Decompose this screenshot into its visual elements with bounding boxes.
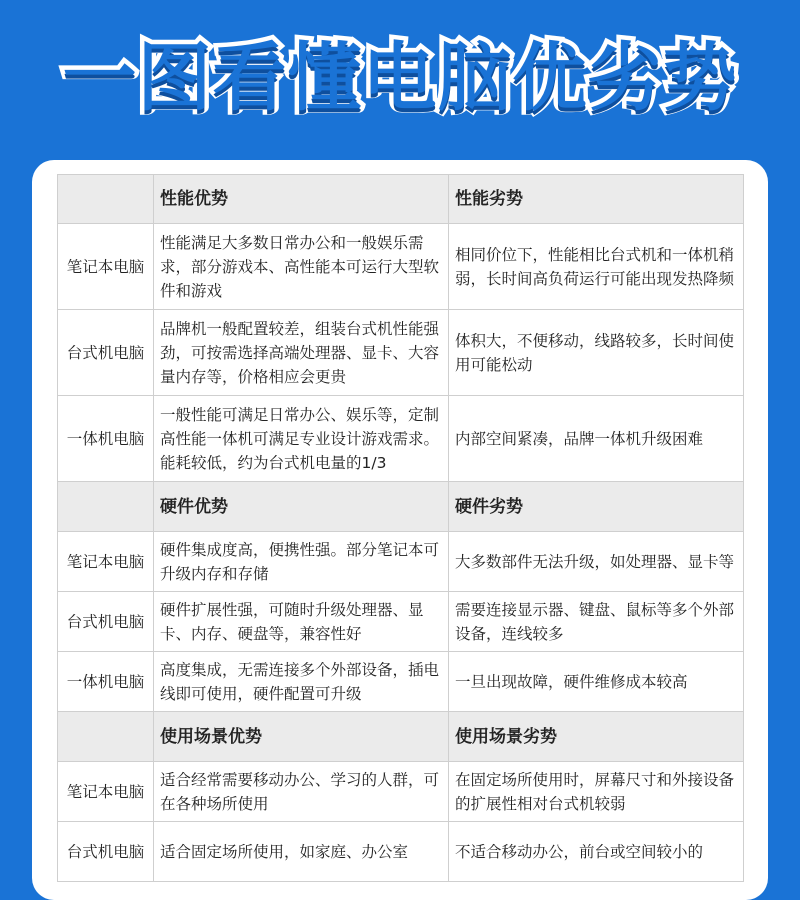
page-title: 一图看懂电脑优劣势 [62, 35, 738, 121]
section-header-row [58, 175, 744, 224]
row-label: 一体机电脑 [58, 396, 154, 482]
row-label: 笔记本电脑 [58, 532, 154, 592]
advantage-cell: 品牌机一般配置较差，组装台式机性能强劲，可按需选择高端处理器、显卡、大容量内存等，价格相应会更贵 [154, 310, 449, 396]
row-label: 笔记本电脑 [58, 762, 154, 822]
advantage-cell: 硬件集成度高，便携性强。部分笔记本可升级内存和存储 [154, 532, 449, 592]
advantage-header: 性能优势 [154, 175, 449, 224]
table-row [58, 652, 744, 712]
table-row [58, 310, 744, 396]
advantage-cell: 硬件扩展性强，可随时升级处理器、显卡、内存、硬盘等，兼容性好 [154, 592, 449, 652]
header-corner [58, 482, 154, 532]
disadvantage-header: 使用场景劣势 [449, 712, 744, 762]
table-row [58, 762, 744, 822]
table-row [58, 822, 744, 882]
disadvantage-cell: 不适合移动办公，前台或空间较小的 [449, 822, 744, 882]
header-corner [58, 175, 154, 224]
row-label: 一体机电脑 [58, 652, 154, 712]
row-label: 台式机电脑 [58, 310, 154, 396]
advantage-header: 使用场景优势 [154, 712, 449, 762]
table-row [58, 592, 744, 652]
disadvantage-cell: 体积大，不便移动，线路较多，长时间使用可能松动 [449, 310, 744, 396]
advantage-header: 硬件优势 [154, 482, 449, 532]
row-label: 台式机电脑 [58, 592, 154, 652]
disadvantage-cell: 内部空间紧凑，品牌一体机升级困难 [449, 396, 744, 482]
row-label: 笔记本电脑 [58, 224, 154, 310]
disadvantage-cell: 大多数部件无法升级，如处理器、显卡等 [449, 532, 744, 592]
table-row [58, 224, 744, 310]
advantage-cell: 适合固定场所使用，如家庭、办公室 [154, 822, 449, 882]
advantage-cell: 性能满足大多数日常办公和一般娱乐需求，部分游戏本、高性能本可运行大型软件和游戏 [154, 224, 449, 310]
section-header-row [58, 712, 744, 762]
header-corner [58, 712, 154, 762]
table-row [58, 396, 744, 482]
disadvantage-cell: 相同价位下，性能相比台式机和一体机稍弱，长时间高负荷运行可能出现发热降频 [449, 224, 744, 310]
disadvantage-cell: 一旦出现故障，硬件维修成本较高 [449, 652, 744, 712]
section-header-row [58, 482, 744, 532]
table-row [58, 532, 744, 592]
row-label: 台式机电脑 [58, 822, 154, 882]
disadvantage-cell: 需要连接显示器、键盘、鼠标等多个外部设备，连线较多 [449, 592, 744, 652]
disadvantage-header: 硬件劣势 [449, 482, 744, 532]
disadvantage-cell: 在固定场所使用时，屏幕尺寸和外接设备的扩展性相对台式机较弱 [449, 762, 744, 822]
advantage-cell: 高度集成，无需连接多个外部设备，插电线即可使用，硬件配置可升级 [154, 652, 449, 712]
advantage-cell: 适合经常需要移动办公、学习的人群，可在各种场所使用 [154, 762, 449, 822]
disadvantage-header: 性能劣势 [449, 175, 744, 224]
comparison-table [57, 174, 744, 882]
advantage-cell: 一般性能可满足日常办公、娱乐等，定制高性能一体机可满足专业设计游戏需求。能耗较低，约为台式机电量的1/3 [154, 396, 449, 482]
